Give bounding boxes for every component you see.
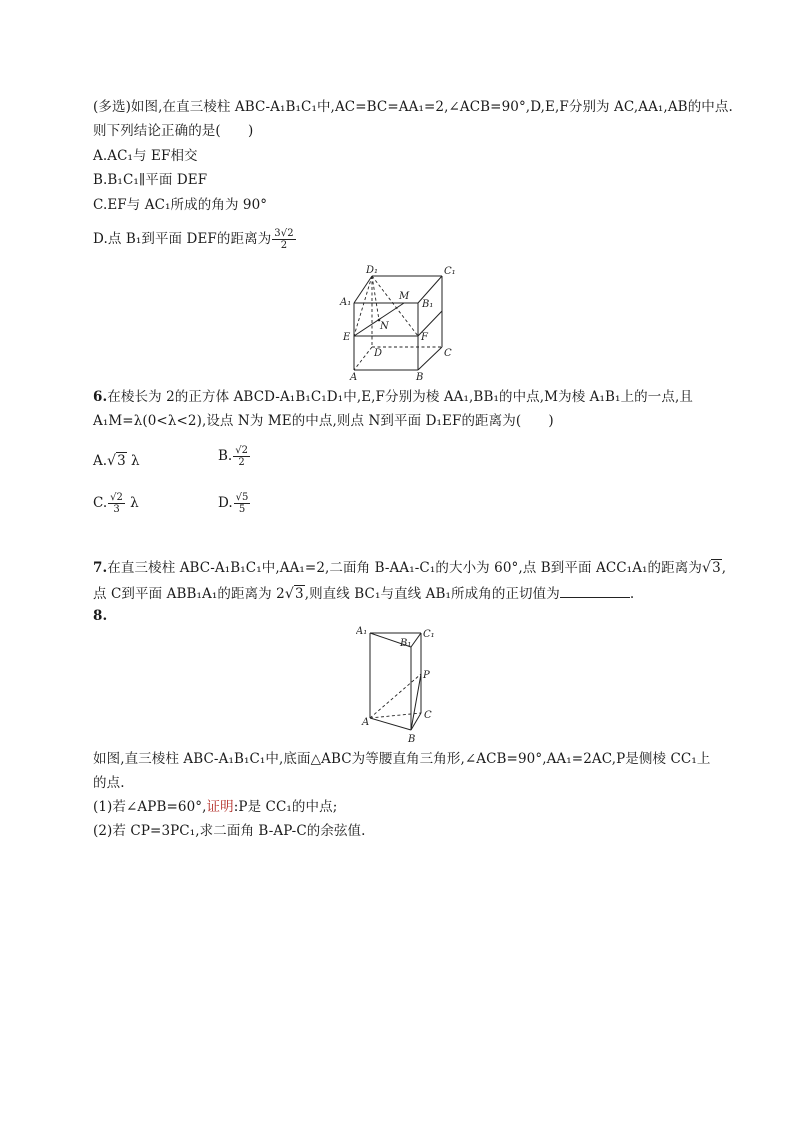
q6-option-b-num: √2 [235,445,248,456]
q7-line1-part1: 在直三棱柱 ABC-A₁B₁C₁中,AA₁=2,二面角 B-AA₁-C₁的大小为 60°,点 B到平面 ACC₁A₁的距离为 [107,560,702,576]
label-D: D [374,348,383,359]
label-C: C [444,348,452,359]
q7-line1-sqrt: √3 [701,560,721,576]
cube-figure [336,264,460,382]
q5-option-d-num: 3√2 [274,228,294,239]
label-B: B [408,734,416,744]
label-N: N [380,321,389,332]
q8-part2: (2)若 CP=3PC₁,求二面角 B-AP-C的余弦值. [93,823,366,839]
q5-option-d-fraction [272,228,295,251]
q8-part1-suffix: :P是 CC₁的中点; [233,799,338,815]
q5-option-d [93,228,297,251]
label-B1: B₁ [422,299,434,310]
q6-option-d-fraction [234,492,251,515]
q6-option-b [218,445,251,468]
q6-number: 6. [93,389,108,405]
q6-option-a-suffix: λ [130,453,140,469]
label-P: P [423,670,430,681]
label-C: C [424,710,432,721]
q6-option-c-suffix: λ [130,495,139,511]
q5-option-d-den: 2 [280,240,288,251]
label-A: A [362,717,370,728]
q7-line2-end: . [629,586,635,602]
q7-answer-blank [560,583,630,598]
label-F: F [421,332,428,343]
label-B1: B₁ [400,638,412,649]
q6-option-d-den: 5 [238,504,246,515]
prism-figure [356,622,446,744]
q6-option-d [218,492,251,515]
q7-line2-part2: ,则直线 BC₁与直线 AB₁所成角的正切值为 [304,586,560,602]
q6-option-b-fraction [233,445,250,468]
q5-stem-line1: (多选)如图,在直三棱柱 ABC-A₁B₁C₁中,AC=BC=AA₁=2,∠ACB=90°,D,E,F分别为 AC,AA₁,AB的中点. [93,99,733,115]
q7-number: 7. [93,560,108,576]
q8-part1-red: 证明 [206,799,234,815]
q7-line2-rad: 3 [294,586,304,602]
q6-option-a [93,451,140,471]
q7-line1-part2: , [721,560,727,576]
q8-stem-line2: 的点. [93,775,125,791]
label-C1: C₁ [444,266,456,277]
q5-option-b: B.B₁C₁∥平面 DEF [93,172,208,188]
label-C1: C₁ [423,629,435,640]
q5-option-c: C.EF与 AC₁所成的角为 90° [93,197,268,213]
label-A1: A₁ [356,626,368,637]
label-A: A [350,372,358,382]
q7-line1 [93,558,726,578]
q7-line2-part1: 点 C到平面 ABB₁A₁的距离为 2 [93,586,285,602]
q6-stem-line2: A₁M=λ(0<λ<2),设点 N为 ME的中点,则点 N到平面 D₁EF的距离为( ) [93,413,554,429]
q8-part1-prefix: (1)若∠APB=60°, [93,799,207,815]
q7-line2 [93,583,634,604]
label-A1: A₁ [340,297,352,308]
q6-option-b-den: 2 [238,457,245,468]
q6-option-c-num: √2 [110,492,123,503]
q8-number: 8. [93,608,108,624]
q5-option-a: A.AC₁与 EF相交 [93,148,198,164]
q6-stem-line1-text: 在棱长为 2的正方体 ABCD-A₁B₁C₁D₁中,E,F分别为棱 AA₁,BB₁的中点,M为棱 A₁B₁上的一点,且 [107,389,693,405]
q8-stem-line1: 如图,直三棱柱 ABC-A₁B₁C₁中,底面△ABC为等腰直角三角形,∠ACB=90°,AA₁=2AC,P是侧棱 CC₁上 [93,751,711,767]
label-D1: D₁ [366,265,379,276]
q6-option-c-prefix: C. [93,495,108,511]
q6-option-c-fraction [108,492,125,515]
label-M: M [399,291,410,302]
q6-option-c [93,492,139,515]
q6-option-d-prefix: D. [218,495,233,511]
q6-option-a-prefix: A. [93,453,108,469]
q6-option-a-rad: 3 [117,453,126,469]
label-B: B [416,372,424,382]
label-E: E [343,332,351,343]
q8-part1 [93,797,337,817]
q5-stem-line2: 则下列结论正确的是( ) [93,123,254,139]
q5-option-d-prefix: D.点 B₁到平面 DEF的距离为 [93,231,272,247]
q7-line1-rad: 3 [712,560,721,576]
q6-option-c-den: 3 [113,504,120,515]
q6-option-b-prefix: B. [218,448,233,464]
q6-stem-line1 [93,387,693,407]
q6-option-a-sqrt: √3 [107,453,126,469]
q7-line2-sqrt: √3 [284,586,304,602]
q6-option-d-num: √5 [235,492,249,503]
